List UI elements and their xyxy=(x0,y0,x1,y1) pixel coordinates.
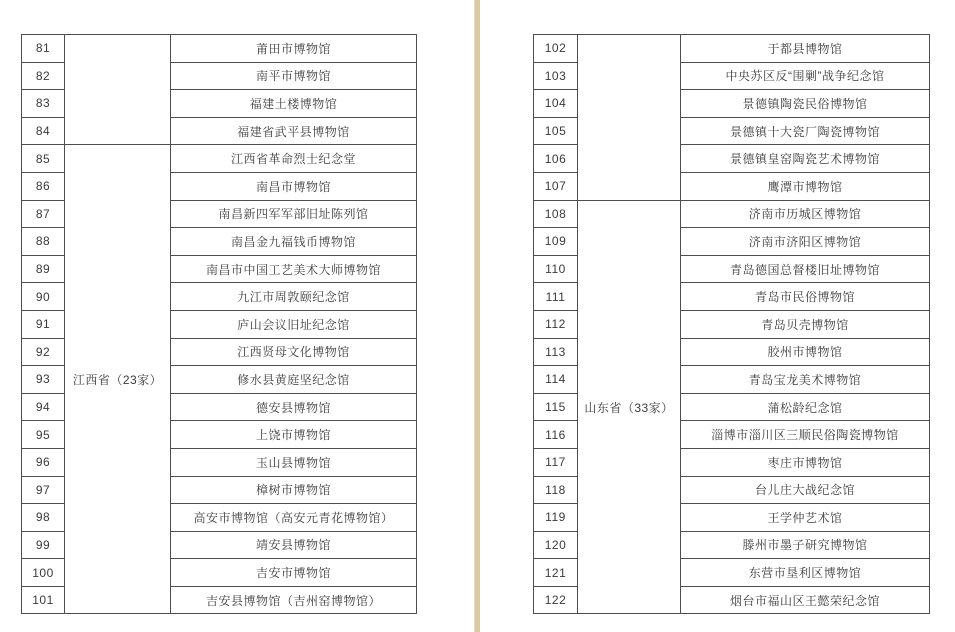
row-number-cell: 121 xyxy=(534,559,578,587)
museum-name-cell: 高安市博物馆（高安元青花博物馆） xyxy=(171,504,417,532)
museum-name-cell: 胶州市博物馆 xyxy=(681,338,930,366)
museum-name-cell: 淄博市淄川区三顺民俗陶瓷博物馆 xyxy=(681,421,930,449)
row-number-cell: 98 xyxy=(22,504,65,532)
row-number-cell: 102 xyxy=(534,35,578,63)
row-number-cell: 113 xyxy=(534,338,578,366)
province-cell xyxy=(578,35,681,201)
museum-name-cell: 南昌市中国工艺美术大师博物馆 xyxy=(171,255,417,283)
museum-name-cell: 济南市济阳区博物馆 xyxy=(681,228,930,256)
museum-name-cell: 修水县黄庭坚纪念馆 xyxy=(171,366,417,394)
row-number-cell: 114 xyxy=(534,366,578,394)
museum-name-cell: 青岛宝龙美术博物馆 xyxy=(681,366,930,394)
museum-name-cell: 南平市博物馆 xyxy=(171,62,417,90)
row-number-cell: 106 xyxy=(534,145,578,173)
museum-name-cell: 青岛市民俗博物馆 xyxy=(681,283,930,311)
row-number-cell: 84 xyxy=(22,117,65,145)
row-number-cell: 95 xyxy=(22,421,65,449)
row-number-cell: 104 xyxy=(534,90,578,118)
museum-name-cell: 吉安市博物馆 xyxy=(171,559,417,587)
museum-name-cell: 济南市历城区博物馆 xyxy=(681,200,930,228)
row-number-cell: 108 xyxy=(534,200,578,228)
museum-name-cell: 景德镇陶瓷民俗博物馆 xyxy=(681,90,930,118)
museum-name-cell: 庐山会议旧址纪念馆 xyxy=(171,310,417,338)
row-number-cell: 116 xyxy=(534,421,578,449)
row-number-cell: 90 xyxy=(22,283,65,311)
table-row xyxy=(22,145,417,173)
museum-name-cell: 南昌金九福钱币博物馆 xyxy=(171,228,417,256)
museum-name-cell: 樟树市博物馆 xyxy=(171,476,417,504)
row-number-cell: 120 xyxy=(534,531,578,559)
museum-name-cell: 吉安县博物馆（吉州窑博物馆） xyxy=(171,586,417,614)
row-number-cell: 105 xyxy=(534,117,578,145)
museum-name-cell: 烟台市福山区王懿荣纪念馆 xyxy=(681,586,930,614)
row-number-cell: 112 xyxy=(534,310,578,338)
province-cell: 山东省（33家） xyxy=(578,200,681,614)
museum-name-cell: 靖安县博物馆 xyxy=(171,531,417,559)
museum-table-right xyxy=(533,34,930,614)
museum-table-right-body xyxy=(534,35,930,614)
museum-name-cell: 上饶市博物馆 xyxy=(171,421,417,449)
row-number-cell: 81 xyxy=(22,35,65,63)
row-number-cell: 97 xyxy=(22,476,65,504)
row-number-cell: 117 xyxy=(534,448,578,476)
row-number-cell: 87 xyxy=(22,200,65,228)
museum-name-cell: 东营市垦利区博物馆 xyxy=(681,559,930,587)
museum-name-cell: 蒲松龄纪念馆 xyxy=(681,393,930,421)
museum-name-cell: 南昌新四军军部旧址陈列馆 xyxy=(171,200,417,228)
museum-name-cell: 青岛贝壳博物馆 xyxy=(681,310,930,338)
row-number-cell: 118 xyxy=(534,476,578,504)
museum-name-cell: 于都县博物馆 xyxy=(681,35,930,63)
row-number-cell: 109 xyxy=(534,228,578,256)
row-number-cell: 111 xyxy=(534,283,578,311)
museum-name-cell: 福建土楼博物馆 xyxy=(171,90,417,118)
row-number-cell: 119 xyxy=(534,504,578,532)
museum-name-cell: 南昌市博物馆 xyxy=(171,172,417,200)
table-row xyxy=(22,35,417,63)
row-number-cell: 100 xyxy=(22,559,65,587)
museum-name-cell: 九江市周敦颐纪念馆 xyxy=(171,283,417,311)
row-number-cell: 94 xyxy=(22,393,65,421)
table-row xyxy=(534,200,930,228)
museum-name-cell: 景德镇十大瓷厂陶瓷博物馆 xyxy=(681,117,930,145)
row-number-cell: 99 xyxy=(22,531,65,559)
row-number-cell: 96 xyxy=(22,448,65,476)
row-number-cell: 91 xyxy=(22,310,65,338)
museum-name-cell: 江西贤母文化博物馆 xyxy=(171,338,417,366)
row-number-cell: 115 xyxy=(534,393,578,421)
museum-name-cell: 滕州市墨子研究博物馆 xyxy=(681,531,930,559)
row-number-cell: 110 xyxy=(534,255,578,283)
table-row xyxy=(534,35,930,63)
row-number-cell: 88 xyxy=(22,228,65,256)
province-cell: 江西省（23家） xyxy=(65,145,171,614)
museum-name-cell: 福建省武平县博物馆 xyxy=(171,117,417,145)
museum-name-cell: 中央苏区反“围剿”战争纪念馆 xyxy=(681,62,930,90)
row-number-cell: 103 xyxy=(534,62,578,90)
museum-table-left-body xyxy=(22,35,417,614)
row-number-cell: 107 xyxy=(534,172,578,200)
museum-name-cell: 德安县博物馆 xyxy=(171,393,417,421)
museum-name-cell: 景德镇皇窑陶瓷艺术博物馆 xyxy=(681,145,930,173)
museum-name-cell: 江西省革命烈士纪念堂 xyxy=(171,145,417,173)
page-divider xyxy=(474,0,480,632)
museum-name-cell: 鹰潭市博物馆 xyxy=(681,172,930,200)
museum-name-cell: 莆田市博物馆 xyxy=(171,35,417,63)
museum-name-cell: 玉山县博物馆 xyxy=(171,448,417,476)
row-number-cell: 93 xyxy=(22,366,65,394)
row-number-cell: 89 xyxy=(22,255,65,283)
museum-name-cell: 青岛德国总督楼旧址博物馆 xyxy=(681,255,930,283)
museum-table-left xyxy=(21,34,417,614)
museum-name-cell: 枣庄市博物馆 xyxy=(681,448,930,476)
province-cell xyxy=(65,35,171,145)
museum-name-cell: 王学仲艺术馆 xyxy=(681,504,930,532)
row-number-cell: 101 xyxy=(22,586,65,614)
row-number-cell: 85 xyxy=(22,145,65,173)
museum-name-cell: 台儿庄大战纪念馆 xyxy=(681,476,930,504)
row-number-cell: 82 xyxy=(22,62,65,90)
row-number-cell: 86 xyxy=(22,172,65,200)
row-number-cell: 83 xyxy=(22,90,65,118)
row-number-cell: 92 xyxy=(22,338,65,366)
row-number-cell: 122 xyxy=(534,586,578,614)
